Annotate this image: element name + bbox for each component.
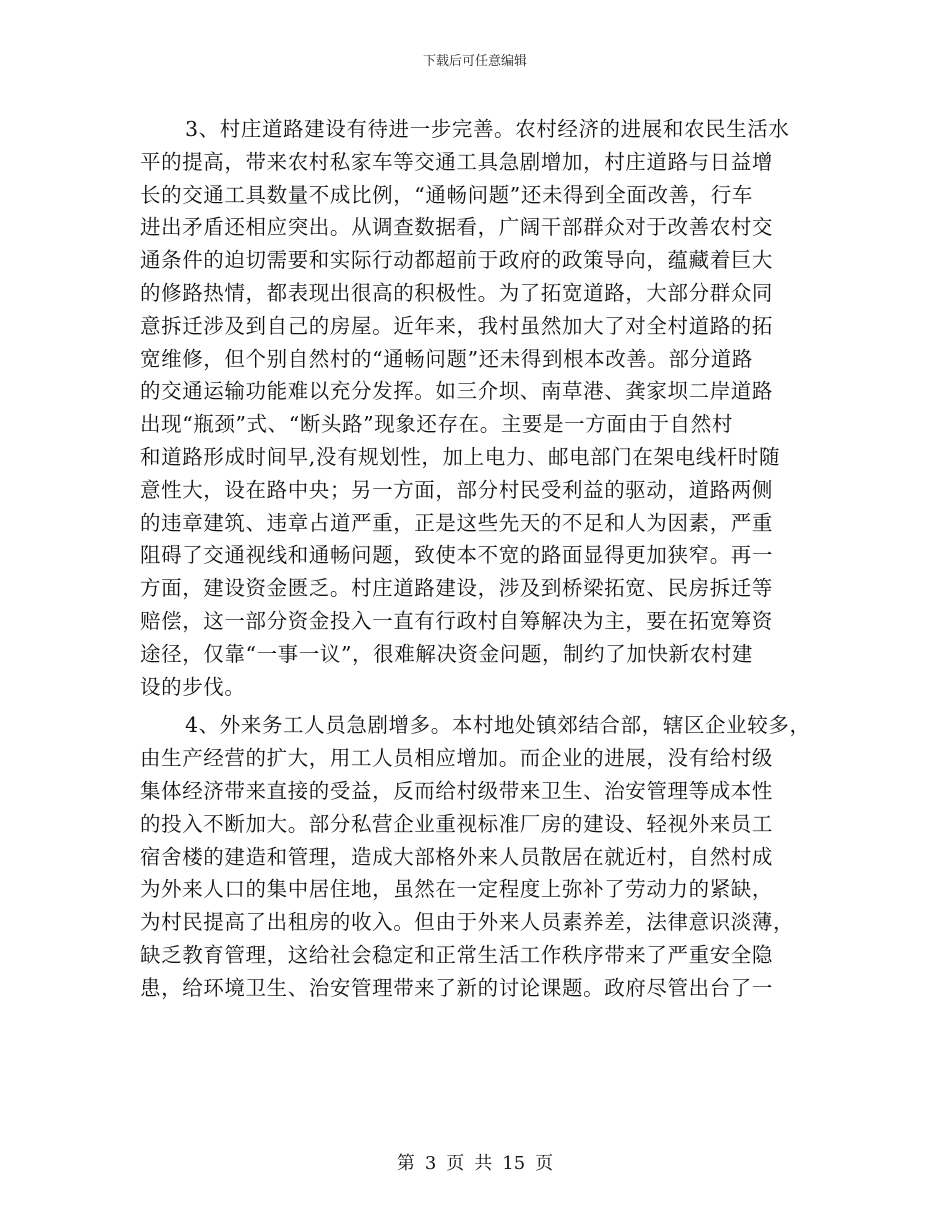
page-header: 下载后可任意编辑 [422, 54, 527, 69]
footer-suffix: 页 [535, 1153, 554, 1174]
text-line: 4、外来务工人员急剧增多。本村地处镇郊结合部，辖区企业较多， [185, 713, 811, 738]
text-line: 赔偿，这一部分资金投入一直有行政村自筹解决为主，要在拓宽筹资 [140, 608, 773, 633]
text-line: 集体经济带来直接的受益，反而给村级带来卫生、治安管理等成本性 [140, 778, 773, 803]
text-line: 缺乏教育管理，这给社会稳定和正常生活工作秩序带来了严重安全隐 [140, 942, 773, 967]
text-line: 通条件的迫切需要和实际行动都超前于政府的政策导向，蕴藏着巨大 [140, 248, 773, 273]
text-line: 设的步伐。 [140, 674, 246, 699]
current-page-number: 3 [424, 1153, 437, 1174]
text-line: 进出矛盾还相应突出。从调查数据看，广阔干部群众对于改善农村交 [140, 215, 773, 240]
text-line: 意性大，设在路中央；另一方面，部分村民受利益的驱动，道路两侧 [140, 477, 773, 502]
text-line: 平的提高，带来农村私家车等交通工具急剧增加，村庄道路与日益增 [140, 149, 773, 174]
text-line: 方面，建设资金匮乏。村庄道路建设，涉及到桥梁拓宽、民房拆迁等 [140, 576, 773, 601]
paragraph-3 [140, 113, 820, 703]
text-line: 阻碍了交通视线和通畅问题，致使本不宽的路面显得更加狭窄。再一 [140, 543, 773, 568]
footer-prefix: 第 [396, 1153, 415, 1174]
text-line: 和道路形成时间早,没有规划性，加上电力、邮电部门在架电线杆时随 [140, 444, 781, 469]
page-footer [0, 1153, 950, 1175]
text-line: 由生产经营的扩大，用工人员相应增加。而企业的进展，没有给村级 [140, 746, 773, 771]
text-line: 途径，仅靠“一事一议”，很难解决资金问题，制约了加快新农村建 [140, 641, 753, 666]
text-line: 的违章建筑、违章占道严重，正是这些先天的不足和人为因素，严重 [140, 510, 773, 535]
text-line: 的投入不断加大。部分私营企业重视标准厂房的建设、轻视外来员工 [140, 811, 773, 836]
total-page-count: 15 [502, 1153, 526, 1174]
text-line: 3、村庄道路建设有待进一步完善。农村经济的进展和农民生活水 [185, 117, 790, 141]
text-line: 长的交通工具数量不成比例，“通畅问题”还未得到全面改善，行车 [140, 182, 753, 207]
document-body [140, 113, 820, 1005]
text-line: 宽维修，但个别自然村的“通畅问题”还未得到根本改善。部分道路 [140, 346, 753, 371]
text-line: 出现“瓶颈”式、“断头路”现象还存在。主要是一方面由于自然村 [140, 412, 733, 437]
footer-page-word: 页 [446, 1153, 465, 1174]
text-line: 为外来人口的集中居住地，虽然在一定程度上弥补了劳动力的紧缺， [140, 877, 773, 902]
text-line: 意拆迁涉及到自己的房屋。近年来，我村虽然加大了对全村道路的拓 [140, 313, 773, 338]
paragraph-4 [140, 709, 820, 1004]
text-line: 宿舍楼的建造和管理，造成大部格外来人员散居在就近村，自然村成 [140, 844, 773, 869]
text-line: 为村民提高了出租房的收入。但由于外来人员素养差，法律意识淡薄， [140, 910, 795, 935]
footer-total-word: 共 [474, 1153, 493, 1174]
text-line: 的修路热情，都表现出很高的积极性。为了拓宽道路，大部分群众同 [140, 280, 773, 305]
text-line: 患，给环境卫生、治安管理带来了新的讨论课题。政府尽管出台了一 [140, 975, 773, 1000]
text-line: 的交通运输功能难以充分发挥。如三介坝、南草港、龚家坝二岸道路 [140, 379, 773, 404]
